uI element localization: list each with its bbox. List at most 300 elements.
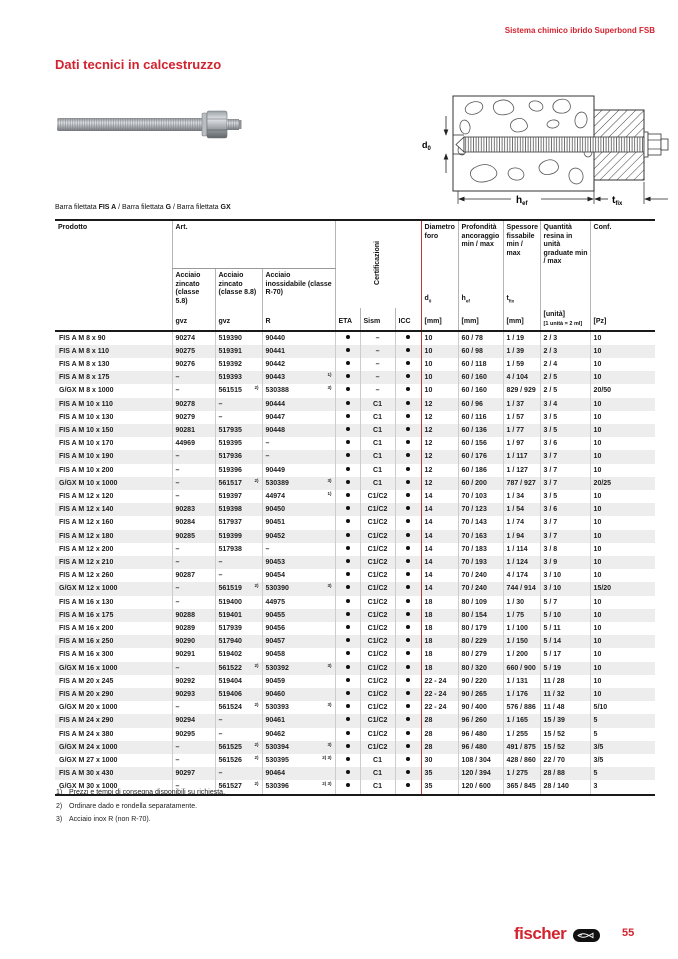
symbol-hef: $h_{ef}$ <box>458 269 503 309</box>
product-name: FIS A M 24 x 380 <box>59 730 114 738</box>
footnote-text: Acciaio inox R (non R-70). <box>69 816 151 823</box>
art-gvz-58: 90279 <box>172 411 215 424</box>
footnote-marker: 1) <box>56 789 63 796</box>
diametro-foro-value: 14 <box>421 530 458 543</box>
quantita-resina-value: 11 / 48 <box>540 701 590 714</box>
certification-dot-icon <box>346 572 350 576</box>
cert-sism: C1/C2 <box>360 530 395 543</box>
certification-dot-icon <box>406 651 410 655</box>
table-row <box>55 569 655 582</box>
product-name: FIS A M 8 x 175 <box>59 374 110 382</box>
diametro-foro-value: 10 <box>421 371 458 384</box>
art-gvz-58: 90284 <box>172 516 215 529</box>
spessore-value: 1 / 74 <box>503 516 540 529</box>
cert-eta <box>335 569 360 582</box>
certification-dot-icon <box>406 665 410 669</box>
conf-value: 10 <box>590 648 655 661</box>
page-number: 55 <box>622 927 635 939</box>
footnote-reference: 2) <box>254 662 259 668</box>
product-name: FIS A M 12 x 140 <box>59 506 114 514</box>
footnotes <box>56 789 225 830</box>
cert-eta <box>335 464 360 477</box>
art-r: 90450 <box>262 503 335 516</box>
cert-sism: C1 <box>360 464 395 477</box>
quantita-resina-value: 3 / 4 <box>540 398 590 411</box>
art-gvz-88: 561526 2) <box>215 754 262 767</box>
art-r: 90448 <box>262 424 335 437</box>
cert-sism: C1/C2 <box>360 728 395 741</box>
diametro-foro-value: 35 <box>421 780 458 794</box>
spessore-value: 1 / 176 <box>503 688 540 701</box>
certification-dot-icon <box>406 519 410 523</box>
certification-dot-icon <box>346 453 350 457</box>
spessore-value: 1 / 255 <box>503 728 540 741</box>
footnote <box>56 789 225 796</box>
diametro-foro-value: 28 <box>421 741 458 754</box>
spessore-value: 365 / 845 <box>503 780 540 794</box>
cert-eta <box>335 371 360 384</box>
table-row <box>55 503 655 516</box>
table-row <box>55 424 655 437</box>
certification-dot-icon <box>406 348 410 352</box>
col-header-quantita: Quantità resina in unità graduate min / max <box>540 220 590 269</box>
art-gvz-88: 519398 <box>215 503 262 516</box>
cert-icc <box>395 635 421 648</box>
diametro-foro-value: 30 <box>421 754 458 767</box>
art-r: 530389 3) <box>262 477 335 490</box>
certification-dot-icon <box>406 731 410 735</box>
quantita-resina-value: 15 / 52 <box>540 728 590 741</box>
product-name: FIS A M 10 x 170 <box>59 440 114 448</box>
certification-dot-icon <box>346 665 350 669</box>
spessore-value: 1 / 200 <box>503 648 540 661</box>
cert-sism: C1 <box>360 424 395 437</box>
conf-value: 10 <box>590 530 655 543</box>
art-r: 530392 3) <box>262 662 335 675</box>
profondita-value: 60 / 116 <box>458 411 503 424</box>
art-gvz-58: – <box>172 596 215 609</box>
table-row <box>55 398 655 411</box>
art-gvz-88: – <box>215 411 262 424</box>
conf-value: 3/5 <box>590 754 655 767</box>
table-row <box>55 516 655 529</box>
certification-dot-icon <box>346 744 350 748</box>
spessore-value: 1 / 97 <box>503 437 540 450</box>
art-r: 90451 <box>262 516 335 529</box>
quantita-resina-value: 3 / 7 <box>540 477 590 490</box>
art-r: 90440 <box>262 331 335 345</box>
footnote-reference: 2) <box>254 781 259 787</box>
art-gvz-58: – <box>172 384 215 397</box>
certification-dot-icon <box>406 401 410 405</box>
certification-dot-icon <box>406 361 410 365</box>
cert-icc <box>395 569 421 582</box>
art-gvz-58: – <box>172 464 215 477</box>
dimension-d0 <box>422 116 446 173</box>
profondita-value: 70 / 193 <box>458 556 503 569</box>
conf-value: 10 <box>590 503 655 516</box>
col-subheader-acciaio-88: Acciaio zincato (classe 8.8) <box>215 269 262 309</box>
spessore-value: 1 / 37 <box>503 398 540 411</box>
art-r: 90455 <box>262 609 335 622</box>
cert-eta <box>335 411 360 424</box>
diametro-foro-value: 28 <box>421 728 458 741</box>
art-gvz-58: 90288 <box>172 609 215 622</box>
art-gvz-88: 519401 <box>215 609 262 622</box>
conf-value: 10 <box>590 596 655 609</box>
conf-value: 15/20 <box>590 582 655 595</box>
footnote-reference: 3) <box>327 702 332 708</box>
cert-sism: C1/C2 <box>360 582 395 595</box>
certification-dot-icon <box>346 374 350 378</box>
profondita-value: 60 / 96 <box>458 398 503 411</box>
art-gvz-58: – <box>172 701 215 714</box>
cert-eta <box>335 675 360 688</box>
footnote-reference: 3) <box>327 741 332 747</box>
subtitle-segment: / Barra filettata <box>116 204 166 211</box>
profondita-value: 60 / 186 <box>458 464 503 477</box>
cert-icc <box>395 450 421 463</box>
art-gvz-58: – <box>172 582 215 595</box>
certification-dot-icon <box>406 467 410 471</box>
product-name: FIS A M 12 x 160 <box>59 519 114 527</box>
art-gvz-58: – <box>172 754 215 767</box>
unit-mm-tfix: [mm] <box>503 308 540 331</box>
cert-icc <box>395 688 421 701</box>
table-row <box>55 714 655 727</box>
cert-sism: C1 <box>360 437 395 450</box>
art-r: – <box>262 450 335 463</box>
certification-dot-icon <box>346 585 350 589</box>
cert-eta <box>335 384 360 397</box>
profondita-value: 60 / 98 <box>458 345 503 358</box>
table-row <box>55 556 655 569</box>
art-r: 90454 <box>262 569 335 582</box>
conf-value: 10 <box>590 331 655 345</box>
profondita-value: 60 / 118 <box>458 358 503 371</box>
cert-eta <box>335 714 360 727</box>
unit-r: R <box>262 308 335 331</box>
cert-icc <box>395 741 421 754</box>
art-gvz-88: – <box>215 767 262 780</box>
art-gvz-88: – <box>215 714 262 727</box>
conf-value: 10 <box>590 464 655 477</box>
diametro-foro-value: 14 <box>421 569 458 582</box>
art-r: 90459 <box>262 675 335 688</box>
table-row <box>55 437 655 450</box>
diametro-foro-value: 10 <box>421 358 458 371</box>
certification-dot-icon <box>406 533 410 537</box>
cert-eta <box>335 358 360 371</box>
cert-eta <box>335 728 360 741</box>
quantita-resina-value: 3 / 5 <box>540 490 590 503</box>
table-body <box>55 331 655 795</box>
cert-eta <box>335 450 360 463</box>
spessore-value: 744 / 914 <box>503 582 540 595</box>
art-gvz-58: – <box>172 556 215 569</box>
cert-icc <box>395 754 421 767</box>
certification-dot-icon <box>406 599 410 603</box>
diametro-foro-value: 22 - 24 <box>421 701 458 714</box>
product-name: G/GX M 24 x 1000 <box>59 743 118 751</box>
certification-dot-icon <box>346 731 350 735</box>
col-subheader-acciaio-58: Acciaio zincato (classe 5.8) <box>172 269 215 309</box>
cert-icc <box>395 424 421 437</box>
cert-icc <box>395 411 421 424</box>
table-row <box>55 596 655 609</box>
product-name: G/GX M 20 x 1000 <box>59 704 118 712</box>
art-gvz-58: 90293 <box>172 688 215 701</box>
cert-sism: C1/C2 <box>360 714 395 727</box>
certification-dot-icon <box>346 348 350 352</box>
quantita-resina-value: 3 / 10 <box>540 569 590 582</box>
footnote-reference: 2) <box>254 583 259 589</box>
quantita-resina-value: 11 / 32 <box>540 688 590 701</box>
art-r: 90452 <box>262 530 335 543</box>
spessore-value: 1 / 94 <box>503 530 540 543</box>
certification-dot-icon <box>406 387 410 391</box>
certification-dot-icon <box>346 440 350 444</box>
art-r: 90458 <box>262 648 335 661</box>
product-name: FIS A M 10 x 150 <box>59 426 114 434</box>
diametro-foro-value: 14 <box>421 490 458 503</box>
spacer-cell <box>540 269 590 309</box>
quantita-resina-value: 3 / 7 <box>540 530 590 543</box>
footnote-reference: 2) <box>254 702 259 708</box>
footnote-reference: 2) <box>254 741 259 747</box>
table-row <box>55 701 655 714</box>
profondita-value: 70 / 123 <box>458 503 503 516</box>
art-gvz-58: 90275 <box>172 345 215 358</box>
quantita-resina-value: 3 / 10 <box>540 582 590 595</box>
quantita-resina-value: 3 / 6 <box>540 437 590 450</box>
diametro-foro-value: 10 <box>421 384 458 397</box>
certification-dot-icon <box>406 625 410 629</box>
diametro-foro-value: 14 <box>421 543 458 556</box>
cert-eta <box>335 490 360 503</box>
col-subheader-acciaio-r: Acciaio inossidabile (classe R-70) <box>262 269 335 309</box>
art-gvz-88: – <box>215 398 262 411</box>
table-row <box>55 688 655 701</box>
footnote-marker: 3) <box>56 816 63 823</box>
conf-value: 10 <box>590 398 655 411</box>
cert-sism: C1/C2 <box>360 741 395 754</box>
spessore-value: 1 / 34 <box>503 490 540 503</box>
spessore-value: 1 / 77 <box>503 424 540 437</box>
table-row <box>55 728 655 741</box>
cert-icc <box>395 358 421 371</box>
art-gvz-58: 90294 <box>172 714 215 727</box>
unit-pz: [Pz] <box>590 308 655 331</box>
art-gvz-88: 517938 <box>215 543 262 556</box>
spessore-value: 1 / 114 <box>503 543 540 556</box>
diametro-foro-value: 28 <box>421 714 458 727</box>
table-row <box>55 754 655 767</box>
art-r: 530393 3) <box>262 701 335 714</box>
certification-dot-icon <box>346 427 350 431</box>
profondita-value: 90 / 400 <box>458 701 503 714</box>
diametro-foro-value: 12 <box>421 437 458 450</box>
certification-dot-icon <box>346 612 350 616</box>
spessore-value: 4 / 174 <box>503 569 540 582</box>
cert-sism: C1/C2 <box>360 596 395 609</box>
certification-dot-icon <box>346 480 350 484</box>
art-gvz-88: 519400 <box>215 596 262 609</box>
certification-dot-icon <box>406 506 410 510</box>
art-gvz-88: 517935 <box>215 424 262 437</box>
product-name: G/GX M 30 x 1000 <box>59 783 118 791</box>
cert-sism: – <box>360 345 395 358</box>
cert-eta <box>335 701 360 714</box>
table-row <box>55 530 655 543</box>
conf-value: 10 <box>590 569 655 582</box>
product-name: G/GX M 8 x 1000 <box>59 387 114 395</box>
cert-sism: C1/C2 <box>360 516 395 529</box>
cert-icc <box>395 596 421 609</box>
quantita-resina-value: 3 / 5 <box>540 411 590 424</box>
diametro-foro-value: 10 <box>421 331 458 345</box>
footnote-reference: 2) <box>254 477 259 483</box>
subtitle-segment: G <box>165 204 172 211</box>
product-name: FIS A M 8 x 110 <box>59 347 110 355</box>
certification-dot-icon <box>346 691 350 695</box>
art-gvz-88: 519393 <box>215 371 262 384</box>
cert-icc <box>395 464 421 477</box>
product-name: FIS A M 12 x 260 <box>59 572 114 580</box>
art-gvz-58: 90297 <box>172 767 215 780</box>
certification-dot-icon <box>346 559 350 563</box>
profondita-value: 70 / 240 <box>458 582 503 595</box>
certification-dot-icon <box>406 559 410 563</box>
spessore-value: 1 / 165 <box>503 714 540 727</box>
art-gvz-88: 519390 <box>215 331 262 345</box>
cert-sism: C1/C2 <box>360 556 395 569</box>
spessore-value: 491 / 875 <box>503 741 540 754</box>
art-gvz-88: 561515 2) <box>215 384 262 397</box>
art-gvz-58: 90289 <box>172 622 215 635</box>
art-gvz-58: 90295 <box>172 728 215 741</box>
footnote-reference: 3) <box>327 385 332 391</box>
certification-dot-icon <box>346 678 350 682</box>
table-row <box>55 450 655 463</box>
certification-dot-icon <box>346 493 350 497</box>
conf-value: 10 <box>590 543 655 556</box>
art-gvz-58: 90281 <box>172 424 215 437</box>
art-r: 530394 3) <box>262 741 335 754</box>
page-footer <box>0 921 678 951</box>
conf-value: 5 <box>590 767 655 780</box>
certification-dot-icon <box>406 612 410 616</box>
unit-mm-d0: [mm] <box>421 308 458 331</box>
footnote-reference: 1) <box>327 372 332 378</box>
symbol-d0: $d_0$ <box>421 269 458 309</box>
diametro-foro-value: 12 <box>421 398 458 411</box>
col-header-certificazioni: Certificazioni <box>335 220 421 308</box>
diametro-foro-value: 14 <box>421 556 458 569</box>
certification-dot-icon <box>346 387 350 391</box>
certification-dot-icon <box>406 717 410 721</box>
profondita-value: 80 / 229 <box>458 635 503 648</box>
art-gvz-88: 561527 2) <box>215 780 262 794</box>
art-gvz-58: 90287 <box>172 569 215 582</box>
conf-value: 10 <box>590 358 655 371</box>
cert-icc <box>395 780 421 794</box>
conf-value: 20/50 <box>590 384 655 397</box>
certification-dot-icon <box>346 546 350 550</box>
cert-sism: – <box>360 371 395 384</box>
subtitle-segment: / Barra filettata <box>171 204 221 211</box>
cert-eta <box>335 688 360 701</box>
spessore-value: 1 / 39 <box>503 345 540 358</box>
fischer-fish-icon <box>573 929 600 947</box>
cert-icc <box>395 345 421 358</box>
footnote-reference: 2) 3) <box>322 755 332 760</box>
cert-icc <box>395 516 421 529</box>
spessore-value: 1 / 275 <box>503 767 540 780</box>
art-r: 90444 <box>262 398 335 411</box>
profondita-value: 80 / 279 <box>458 648 503 661</box>
product-name: FIS A M 16 x 200 <box>59 624 114 632</box>
cert-eta <box>335 477 360 490</box>
cert-icc <box>395 582 421 595</box>
profondita-value: 96 / 480 <box>458 741 503 754</box>
cert-icc <box>395 767 421 780</box>
diametro-foro-value: 12 <box>421 477 458 490</box>
certification-dot-icon <box>346 401 350 405</box>
quantita-resina-value: 5 / 10 <box>540 609 590 622</box>
art-r: – <box>262 437 335 450</box>
product-name: FIS A M 10 x 190 <box>59 453 114 461</box>
quantita-resina-value: 2 / 4 <box>540 358 590 371</box>
quantita-resina-value: 3 / 7 <box>540 464 590 477</box>
spacer-cell <box>590 269 655 309</box>
art-r: 90442 <box>262 358 335 371</box>
certification-dot-icon <box>346 704 350 708</box>
cert-icc <box>395 728 421 741</box>
certification-dot-icon <box>406 546 410 550</box>
unit-gvz-88: gvz <box>215 308 262 331</box>
conf-value: 10 <box>590 450 655 463</box>
conf-value: 10 <box>590 490 655 503</box>
conf-value: 10 <box>590 675 655 688</box>
diametro-foro-value: 18 <box>421 648 458 661</box>
profondita-value: 120 / 394 <box>458 767 503 780</box>
quantita-resina-value: 28 / 140 <box>540 780 590 794</box>
unit-gvz-58: gvz <box>172 308 215 331</box>
cert-sism: – <box>360 331 395 345</box>
spessore-value: 1 / 75 <box>503 609 540 622</box>
art-r: 530395 2) 3) <box>262 754 335 767</box>
conf-value: 10 <box>590 371 655 384</box>
cert-icc <box>395 543 421 556</box>
quantita-resina-value: 5 / 14 <box>540 635 590 648</box>
page-title: Dati tecnici in calcestruzzo <box>55 57 222 72</box>
art-r: – <box>262 543 335 556</box>
conf-value: 10 <box>590 411 655 424</box>
art-r: 90460 <box>262 688 335 701</box>
cert-sism: C1 <box>360 398 395 411</box>
product-name: FIS A M 8 x 130 <box>59 360 110 368</box>
profondita-value: 90 / 265 <box>458 688 503 701</box>
art-gvz-58: 44969 <box>172 437 215 450</box>
table-row <box>55 635 655 648</box>
cert-icc <box>395 490 421 503</box>
product-name: FIS A M 16 x 130 <box>59 598 114 606</box>
svg-text:hef: $h_{ef}$ <box>516 195 528 207</box>
quantita-resina-value: 28 / 88 <box>540 767 590 780</box>
art-gvz-88: 519391 <box>215 345 262 358</box>
cert-sism: C1/C2 <box>360 490 395 503</box>
